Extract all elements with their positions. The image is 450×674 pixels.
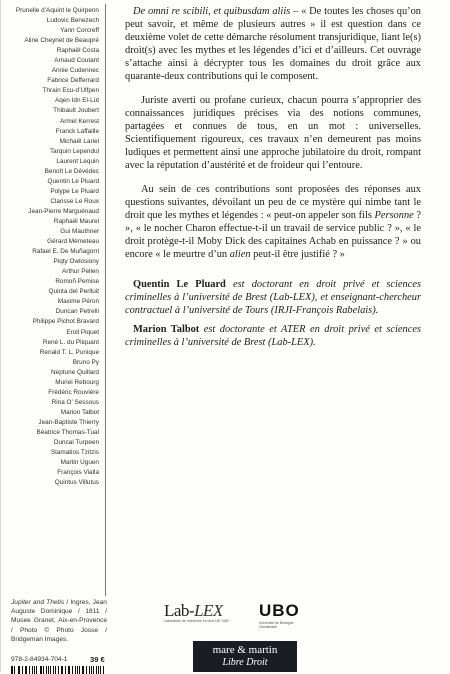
contributor-name: Armel Kerrest	[0, 117, 99, 127]
contributor-name: Martin Uguen	[0, 458, 99, 468]
contributor-name: Duncal Turpeen	[0, 438, 99, 448]
publisher-name: mare & martin	[193, 644, 297, 656]
contributor-name: Quintus Villutus	[0, 478, 99, 488]
contributor-name: Jean-Baptiste Thierry	[0, 418, 99, 428]
contributor-name: Gui Mauthner	[0, 227, 99, 237]
contributor-name: Duncan Petrelli	[0, 307, 99, 317]
contributors-list	[0, 6, 99, 488]
contributor-name: Prunelle d’Aquint le Quirpenn	[0, 6, 99, 16]
contributor-name: Stamatios Tzitzis	[0, 448, 99, 458]
contributor-name: Piqty Owlosiony	[0, 257, 99, 267]
contributor-name: Eroll Piquet	[0, 328, 99, 338]
isbn: 978-2-84934-704-1	[11, 656, 67, 663]
contributor-name: Rafael E. De Muñagorri	[0, 247, 99, 257]
contributor-name: Ludovic Benezech	[0, 16, 99, 26]
contributor-name: Bruno Py	[0, 358, 99, 368]
contributor-name: Neptune Quillard	[0, 368, 99, 378]
cover-image-credit: Jupiter and Thetis / Ingres, Jean Auguste Dominique / 1811 / Musee Granet, Aix-en-Provence / Photo © Photo Josse / Bridgeman Images.	[11, 598, 107, 644]
contributor-name: Raphaël Costa	[0, 46, 99, 56]
contributor-name: Thrain Ecu-d’Ulfpen	[0, 86, 99, 96]
contributor-name: Jean-Pierre Marguénaud	[0, 207, 99, 217]
contributor-name: Annie Cudennec	[0, 66, 99, 76]
contributor-name: Renald T. L. Punique	[0, 348, 99, 358]
lablex-logo: Lab-LEX Laboratoire de recherche en droit UR 7480	[164, 601, 230, 623]
contributor-name: Quentin Le Pluard	[0, 177, 99, 187]
contributor-name: Aline Cheynet de Beaupré	[0, 36, 99, 46]
contributor-name: Tarquin Lependul	[0, 147, 99, 157]
latin-quote: De omni re scibili, et quibusdam aliis	[133, 6, 290, 17]
contributor-name: Gérard Mémeteau	[0, 237, 99, 247]
contributor-name: Romoñ Pemise	[0, 277, 99, 287]
barcode-bar	[69, 666, 70, 674]
contributor-name: François Viallа	[0, 468, 99, 478]
contributor-name: Yann Corcreff	[0, 26, 99, 36]
contributor-name: Rina O’ Sessous	[0, 398, 99, 408]
contributor-name: Laurent Lequin	[0, 157, 99, 167]
paragraph-intro: De omni re scibili, et quibusdam aliis – « De toutes les choses qu’on peut savoir, et même de plusieurs autres » il est question dans ce deuxième volet de cette démarche résolument transjuridique, liant le(s) droit(s) avec les mythes et les légendes d’ici et d’ailleurs. Cet ouvrage s’attache ainsi à décrypter tous les domaines du droit grâce aux quarante-deux contributions qui le composent.	[125, 5, 421, 83]
contributor-name: Aqen Idn El-Lüt	[0, 96, 99, 106]
contributor-name: René L. du Pliquant	[0, 338, 99, 348]
contributor-name: Arnaud Coutant	[0, 56, 99, 66]
blurb-text	[125, 5, 421, 355]
publisher-logo	[193, 641, 297, 672]
contributor-name: Clarisse Le Roux	[0, 197, 99, 207]
contributor-name: Michaël Lariel	[0, 137, 99, 147]
author-bio-1: Quentin Le Pluard est doctorant en droit privé et sciences criminelles à l’université de Brest (Lab-LEX), et enseignant-chercheur contractuel à l’université de Tours (IRJI-François Rabelais).	[125, 278, 421, 317]
contributor-name: Fabrice Defferrard	[0, 76, 99, 86]
barcode	[11, 666, 105, 674]
contributor-name: Philippe Pichot Bravard	[0, 317, 99, 327]
contributor-name: Raphaël Maurel	[0, 217, 99, 227]
paragraph-audience: Juriste averti ou profane curieux, chacun pourra s’approprier des connaissances juridiques précises via des notions communes, partagées et connues de tous, en un mot : universelles. Scientifiquement rigoureux, ces travaux n’en demeurent pas moins ludiques et permettent ainsi une approche jubilatoire du droit, rompant avec la réputation d’austérité et de froideur qui l’entoure.	[125, 94, 421, 172]
contributor-name: Franck Laffaille	[0, 127, 99, 137]
contributor-name: Polype Le Pluard	[0, 187, 99, 197]
contributor-name: Béatrice Thomas-Tual	[0, 428, 99, 438]
contributor-name: Quinta del Perlluit	[0, 287, 99, 297]
contributor-name: Benoît Le Dévédec	[0, 167, 99, 177]
collection-name: Libre Droit	[193, 657, 297, 668]
contributor-name: Thibault Joubert	[0, 106, 99, 116]
price: 39 €	[90, 655, 105, 664]
ubo-logo: UBO Université de Bretagne Occidentale	[259, 601, 307, 629]
barcode-bar	[19, 666, 20, 674]
vertical-rule	[105, 4, 106, 596]
contributor-name: Maxime Péron	[0, 297, 99, 307]
contributor-name: Arthur Pellen	[0, 267, 99, 277]
barcode-bar	[53, 666, 54, 674]
paragraph-questions: Au sein de ces contributions sont proposées des réponses aux questions suivantes, dévoilant un peu de ce mystère qui nimbe tant le droit que les mythes et légendes : « peut-on appeler son fils Personne ? », « le nocher Charon effectue-t-il un travail de service public ? », « le droit protège-t-il Moby Dick des capitaines Achab en puissance ? » ou encore « le meurtre d’un alien peut-il être justifié ? »	[125, 183, 421, 261]
author-bio-2: Marion Talbot est doctorante et ATER en droit privé et sciences criminelles à l’université de Brest (Lab-LEX).	[125, 323, 421, 349]
barcode-bar	[36, 666, 37, 674]
contributor-name: Marion Talbot	[0, 408, 99, 418]
contributor-name: Frédéric Rouvière	[0, 388, 99, 398]
barcode-bar	[89, 666, 90, 674]
contributor-name: Muriel Rebourg	[0, 378, 99, 388]
